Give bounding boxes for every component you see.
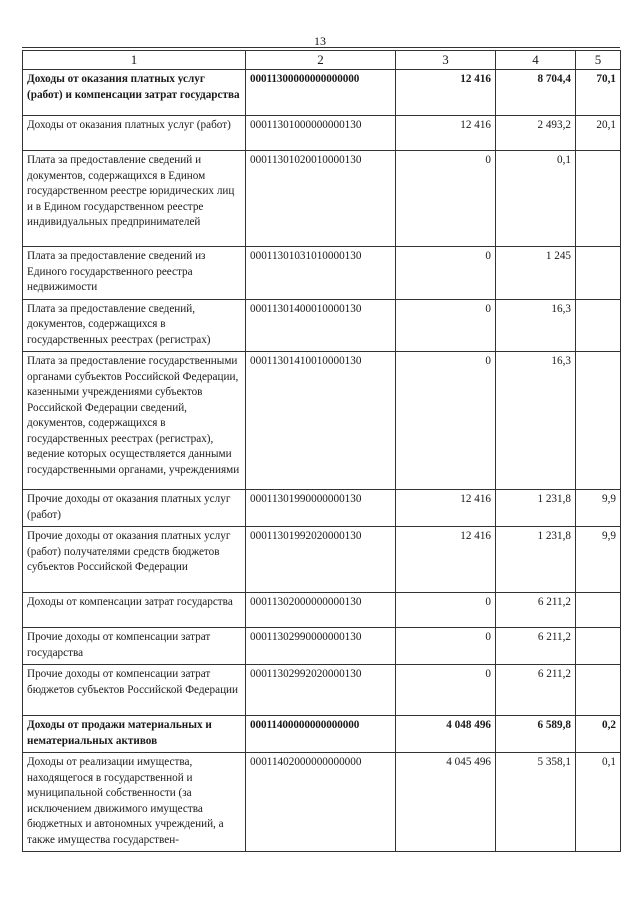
cell-plan: 0 xyxy=(396,628,496,665)
cell-name: Плата за предоставление сведений, документов, содержащихся в государственных реестрах (регистрах) xyxy=(23,299,246,352)
cell-plan: 0 xyxy=(396,151,496,247)
cell-plan: 4 045 496 xyxy=(396,753,496,852)
table-row xyxy=(23,247,621,300)
cell-name: Плата за предоставление государственными органами субъектов Российской Федерации, казенными учреждениями субъектов Российской Федерации сведений, документов, содержащихся в государственных реестрах (регистрах), ведение которых осуществляется данными государственными органами, учреждениями xyxy=(23,352,246,490)
cell-code: 00011301992020000130 xyxy=(246,527,396,593)
cell-actual: 6 211,2 xyxy=(496,628,576,665)
cell-actual: 6 589,8 xyxy=(496,716,576,753)
top-rule xyxy=(22,47,620,48)
cell-actual: 8 704,4 xyxy=(496,70,576,116)
cell-plan: 12 416 xyxy=(396,116,496,151)
cell-code: 00011301020010000130 xyxy=(246,151,396,247)
cell-name: Доходы от продажи материальных и нематериальных активов xyxy=(23,716,246,753)
cell-actual: 1 231,8 xyxy=(496,527,576,593)
header-col-4: 4 xyxy=(496,51,576,70)
cell-percent xyxy=(576,593,621,628)
cell-code: 00011302000000000130 xyxy=(246,593,396,628)
cell-name: Прочие доходы от компенсации затрат бюджетов субъектов Российской Федерации xyxy=(23,665,246,716)
cell-plan: 0 xyxy=(396,247,496,300)
cell-actual: 6 211,2 xyxy=(496,593,576,628)
cell-percent: 9,9 xyxy=(576,490,621,527)
cell-plan: 4 048 496 xyxy=(396,716,496,753)
cell-code: 00011400000000000000 xyxy=(246,716,396,753)
cell-actual: 5 358,1 xyxy=(496,753,576,852)
table-header xyxy=(23,51,621,70)
cell-percent: 0,1 xyxy=(576,753,621,852)
cell-percent: 9,9 xyxy=(576,527,621,593)
cell-actual: 2 493,2 xyxy=(496,116,576,151)
cell-code: 00011301990000000130 xyxy=(246,490,396,527)
cell-actual: 16,3 xyxy=(496,299,576,352)
table-row xyxy=(23,665,621,716)
page-number: 13 xyxy=(314,34,326,48)
cell-percent xyxy=(576,247,621,300)
table-row xyxy=(23,490,621,527)
cell-code: 00011301410010000130 xyxy=(246,352,396,490)
cell-name: Доходы от оказания платных услуг (работ) xyxy=(23,116,246,151)
cell-actual: 1 231,8 xyxy=(496,490,576,527)
header-col-3: 3 xyxy=(396,51,496,70)
table-row xyxy=(23,628,621,665)
cell-percent xyxy=(576,352,621,490)
cell-percent xyxy=(576,299,621,352)
cell-name: Плата за предоставление сведений из Единого государственного реестра недвижимости xyxy=(23,247,246,300)
table-row xyxy=(23,116,621,151)
cell-plan: 0 xyxy=(396,299,496,352)
table-row xyxy=(23,70,621,116)
cell-plan: 12 416 xyxy=(396,490,496,527)
table-row xyxy=(23,716,621,753)
cell-plan: 0 xyxy=(396,593,496,628)
cell-percent: 0,2 xyxy=(576,716,621,753)
revenue-table xyxy=(22,50,621,852)
cell-code: 00011300000000000000 xyxy=(246,70,396,116)
cell-plan: 12 416 xyxy=(396,70,496,116)
table-row xyxy=(23,593,621,628)
table-body xyxy=(23,70,621,852)
cell-name: Доходы от оказания платных услуг (работ) и компенсации затрат государства xyxy=(23,70,246,116)
table-row xyxy=(23,151,621,247)
table-row xyxy=(23,753,621,852)
cell-name: Доходы от компенсации затрат государства xyxy=(23,593,246,628)
cell-actual: 0,1 xyxy=(496,151,576,247)
cell-percent xyxy=(576,628,621,665)
table-row xyxy=(23,299,621,352)
cell-code: 00011302992020000130 xyxy=(246,665,396,716)
cell-plan: 0 xyxy=(396,352,496,490)
cell-actual: 6 211,2 xyxy=(496,665,576,716)
cell-percent xyxy=(576,665,621,716)
cell-percent xyxy=(576,151,621,247)
cell-actual: 16,3 xyxy=(496,352,576,490)
cell-code: 00011301400010000130 xyxy=(246,299,396,352)
cell-code: 00011301031010000130 xyxy=(246,247,396,300)
header-col-1: 1 xyxy=(23,51,246,70)
cell-percent: 70,1 xyxy=(576,70,621,116)
cell-name: Плата за предоставление сведений и документов, содержащихся в Едином государственном реестре юридических лиц и в Едином государственном реестре индивидуальных предпринимателей xyxy=(23,151,246,247)
cell-code: 00011301000000000130 xyxy=(246,116,396,151)
cell-name: Прочие доходы от оказания платных услуг (работ) xyxy=(23,490,246,527)
header-row xyxy=(23,51,621,70)
cell-name: Прочие доходы от оказания платных услуг (работ) получателями средств бюджетов субъектов Российской Федерации xyxy=(23,527,246,593)
cell-code: 00011402000000000000 xyxy=(246,753,396,852)
cell-percent: 20,1 xyxy=(576,116,621,151)
cell-plan: 12 416 xyxy=(396,527,496,593)
cell-name: Доходы от реализации имущества, находящегося в государственной и муниципальной собственности (за исключением движимого имущества бюджетных и автономных учреждений, а также имущества государствен- xyxy=(23,753,246,852)
cell-name: Прочие доходы от компенсации затрат государства xyxy=(23,628,246,665)
cell-code: 00011302990000000130 xyxy=(246,628,396,665)
table-row xyxy=(23,527,621,593)
cell-actual: 1 245 xyxy=(496,247,576,300)
table-row xyxy=(23,352,621,490)
header-col-5: 5 xyxy=(576,51,621,70)
header-col-2: 2 xyxy=(246,51,396,70)
cell-plan: 0 xyxy=(396,665,496,716)
